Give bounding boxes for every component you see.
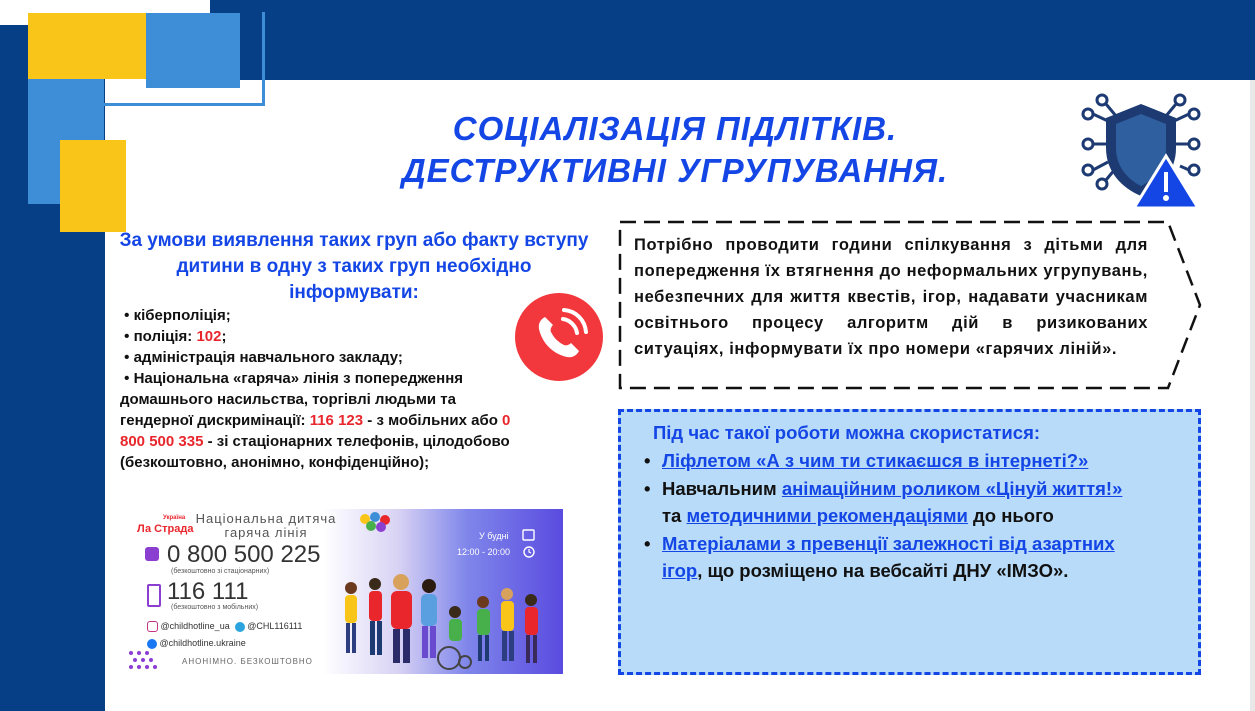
telegram-icon bbox=[235, 622, 245, 632]
page-title bbox=[300, 108, 1050, 192]
hotline-banner bbox=[127, 509, 563, 674]
hotline-mobile-number: 116 123 bbox=[309, 412, 364, 429]
la-strada-logo bbox=[137, 513, 193, 535]
hotline-description: - зі стаціонарних телефонів, цілодобово (безкоштовно, анонімно, конфіденційно); bbox=[120, 433, 510, 471]
list-item: • кіберполіція; bbox=[120, 307, 231, 324]
tip-text: та bbox=[662, 505, 687, 526]
contact-school: адміністрація навчального закладу; bbox=[133, 349, 403, 366]
logo-name: Ла Страда bbox=[137, 523, 194, 535]
children-illustration bbox=[337, 564, 563, 674]
tip-text: до нього bbox=[967, 505, 1054, 526]
instagram-icon bbox=[147, 621, 158, 632]
shield-warning-network-icon bbox=[1080, 92, 1202, 210]
phone-call-icon bbox=[515, 293, 603, 381]
list-item: • адміністрація навчального закладу; bbox=[120, 349, 403, 366]
children-logo bbox=[357, 511, 393, 533]
leaflet-link[interactable]: Ліфлетом «А з чим ти стикаєшся в інтернеті?» bbox=[662, 450, 1089, 471]
resources-list bbox=[640, 447, 1140, 585]
list-item: • Національна «гаряча» лінія з попередження домашнього насильства, торгівлі людьми та гендерної дискримінації: 116 123 - з мобільних або 0 800 500 335 - зі стаціонарних телефонів, цілодобово (безкоштовно, анонімно, конфіденційно); bbox=[120, 370, 511, 471]
facebook-icon bbox=[147, 639, 157, 649]
methodical-recommendations-link[interactable]: методичними рекомендаціями bbox=[686, 505, 968, 526]
tip-text: Навчальним bbox=[662, 477, 782, 499]
title-line: ДЕСТРУКТИВНІ УГРУПУВАННЯ. bbox=[401, 152, 949, 189]
hotline-number-mobile: 116 111 bbox=[167, 578, 249, 605]
hotline-description: Національна «гаряча» лінія з попередження домашнього насильства, торгівлі людьми та гендерної дискримінації: bbox=[120, 370, 464, 429]
decor-square-blue bbox=[146, 13, 240, 88]
contacts-list bbox=[120, 305, 520, 473]
contact-cyberpolice: кіберполіція; bbox=[133, 307, 231, 324]
decor-dots bbox=[127, 649, 167, 674]
hotline-description: - з мобільних або bbox=[363, 412, 503, 429]
banner-title: Національна дитяча гаряча лінія bbox=[195, 511, 337, 540]
telegram-handle: @CHL116111 bbox=[247, 621, 303, 631]
contacts-heading: За умови виявлення таких груп або факту вступу дитини в одну з таких груп необхідно інформувати: bbox=[119, 230, 589, 303]
list-item bbox=[640, 530, 1140, 585]
schedule-days: У будні bbox=[479, 531, 509, 541]
decor-square-yellow bbox=[28, 13, 146, 79]
list-item: • поліція: 102; bbox=[120, 328, 227, 345]
police-number: 102 bbox=[196, 328, 222, 345]
landline-note: (безкоштовно зі стаціонарних) bbox=[171, 568, 270, 575]
punctuation: ; bbox=[221, 328, 227, 345]
recommendation-paragraph: Потрібно проводити години спілкування з дітьми для попередження їх втягнення до неформальних угрупувань, небезпечних для життя квестів, ігор, надавати учасникам освітнього процесу алгоритм дій в ризикованих ситуаціях, інформувати їх про номери «гарячих ліній». bbox=[634, 236, 1148, 358]
animation-video-link[interactable]: анімаційним роликом «Цінуй життя!» bbox=[781, 477, 1123, 499]
mobile-icon bbox=[147, 584, 161, 607]
facebook-handle: @childhotline.ukraine bbox=[159, 638, 246, 648]
landline-icon bbox=[145, 547, 159, 561]
decor-square-yellow bbox=[60, 140, 126, 232]
decor-line bbox=[103, 103, 265, 106]
anonymous-note: АНОНІМНО. БЕЗКОШТОВНО bbox=[182, 657, 313, 666]
resources-heading: Під час такої роботи можна скористатися: bbox=[653, 422, 1041, 443]
list-item bbox=[640, 475, 1140, 530]
schedule-hours: 12:00 - 20:00 bbox=[457, 547, 511, 557]
mobile-note: (безкоштовно з мобільних) bbox=[171, 604, 259, 611]
hotline-landline-number: 0 800 500 335 bbox=[120, 412, 511, 450]
header-band bbox=[210, 0, 1255, 80]
gambling-prevention-link[interactable]: Матеріалами з превенції залежності від азартних ігор bbox=[662, 532, 1115, 581]
slide-edge bbox=[1250, 80, 1255, 711]
instagram-handle: @childhotline_ua bbox=[160, 621, 230, 631]
title-line: СОЦІАЛІЗАЦІЯ ПІДЛІТКІВ. bbox=[452, 110, 898, 147]
calendar-clock-icon bbox=[522, 529, 536, 559]
hotline-number-landline: 0 800 500 225 bbox=[167, 541, 321, 568]
social-links bbox=[147, 618, 302, 652]
list-item bbox=[640, 447, 1140, 475]
tip-text: , що розміщено на вебсайті ДНУ «ІМЗО». bbox=[697, 560, 1069, 581]
contact-police-label: поліція: bbox=[133, 328, 197, 345]
logo-caption: Україна bbox=[163, 515, 186, 521]
decor-line bbox=[262, 12, 265, 105]
